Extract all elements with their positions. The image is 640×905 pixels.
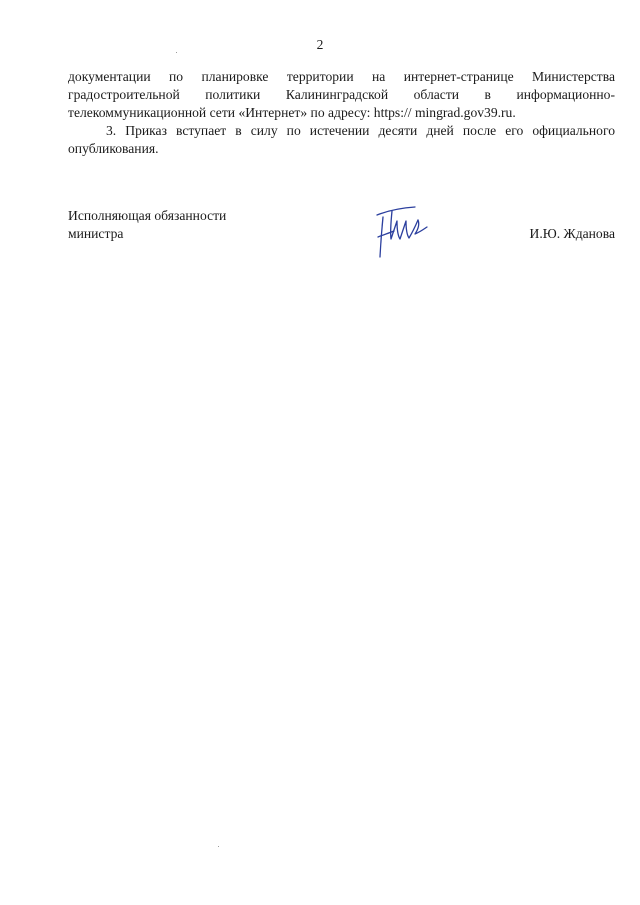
text-line: градостроительной политики Калининградской области в информационно- bbox=[68, 87, 615, 102]
signatory-title bbox=[68, 207, 226, 243]
body-text bbox=[68, 68, 615, 158]
paragraph-publication bbox=[68, 68, 615, 122]
paragraph-effective-date bbox=[68, 122, 615, 158]
text-line: 3. Приказ вступает в силу по истечении десяти дней после его официального bbox=[106, 123, 615, 138]
text-line: опубликования. bbox=[68, 141, 159, 156]
signatory-name: И.Ю. Жданова bbox=[529, 226, 615, 241]
scan-speck bbox=[218, 846, 219, 847]
handwritten-signature bbox=[375, 203, 431, 261]
text-line: телекоммуникационной сети «Интернет» по адресу: https:// mingrad.gov39.ru. bbox=[68, 105, 516, 120]
signatory-title-line: Исполняющая обязанности bbox=[68, 208, 227, 223]
page-number: 2 bbox=[316, 37, 324, 52]
signatory-title-line: министра bbox=[68, 226, 124, 241]
scan-speck bbox=[176, 52, 177, 53]
text-line: документации по планировке территории на интернет-странице Министерства bbox=[68, 69, 615, 84]
